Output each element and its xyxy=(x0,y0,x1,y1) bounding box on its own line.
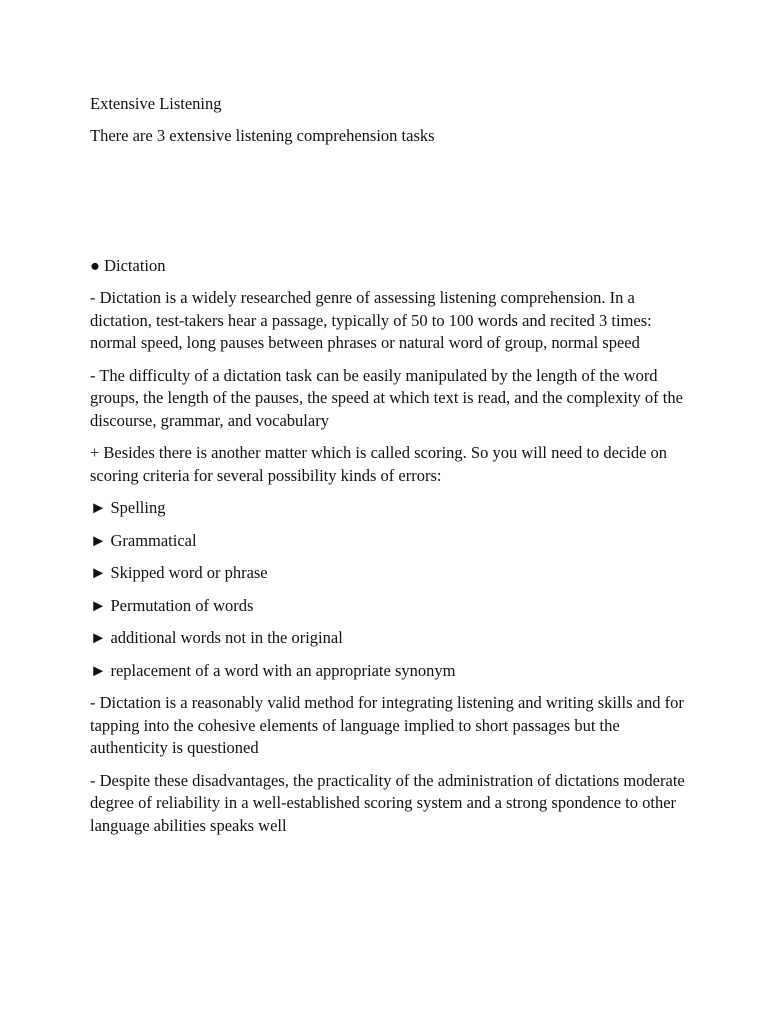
paragraph-validity: - Dictation is a reasonably valid method for integrating listening and writing skills and for tapping into the cohesive elements of language implied to short passages but the authenticity is questioned xyxy=(90,693,684,757)
error-type-item: ► Spelling xyxy=(90,498,166,517)
error-type-item: ► additional words not in the original xyxy=(90,628,343,647)
error-type-item: ► Permutation of words xyxy=(90,595,254,615)
section-heading-dictation: ● Dictation xyxy=(90,256,166,275)
paragraph-definition: - Dictation is a widely researched genre of assessing listening comprehension. In a dictation, test-takers hear a passage, typically of 50 to 100 words and recited 3 times: normal speed, long pauses between phrases or natural word of group, normal speed xyxy=(90,288,652,352)
document-page xyxy=(90,93,690,847)
paragraph-scoring: + Besides there is another matter which is called scoring. So you will need to decide on scoring criteria for several possibility kinds of errors: xyxy=(90,443,668,485)
intro-text: There are 3 extensive listening comprehension tasks xyxy=(90,126,435,145)
error-type-item: ► Grammatical xyxy=(90,530,197,550)
error-type-item: ► replacement of a word with an appropriate synonym xyxy=(90,660,456,680)
document-title: Extensive Listening xyxy=(90,94,222,113)
error-type-item: ► Skipped word or phrase xyxy=(90,563,268,582)
paragraph-practicality: - Despite these disadvantages, the practicality of the administration of dictations moderate degree of reliability in a well-established scoring system and a strong spondence to other language abilities speaks well xyxy=(90,770,685,835)
paragraph-difficulty: - The difficulty of a dictation task can be easily manipulated by the length of the word groups, the length of the pauses, the speed at which text is read, and the complexity of the discourse, grammar, and vocabulary xyxy=(90,365,683,430)
